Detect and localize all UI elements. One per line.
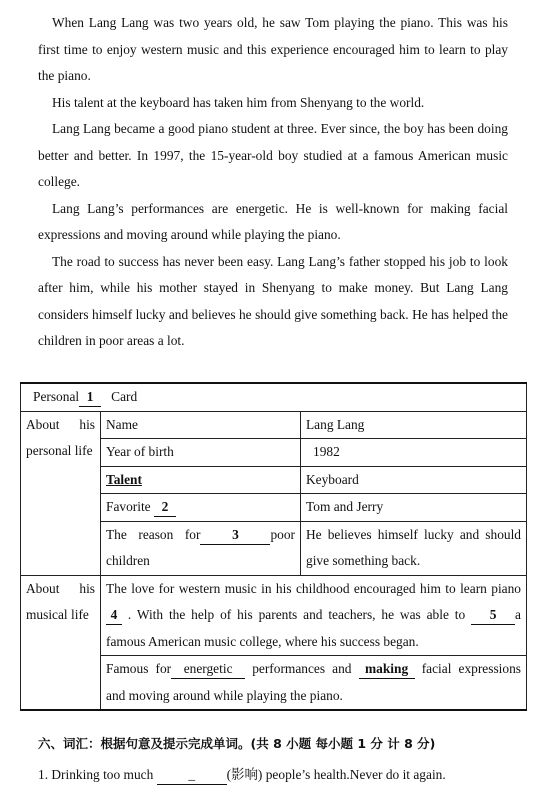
reason-label-prefix: The reason for	[106, 526, 201, 542]
musical-text-c: a famous American music college, where his success began.	[106, 607, 521, 649]
blank-2[interactable]: 2	[154, 498, 176, 517]
musical-text-b: . With the help of his parents and teachers, he was able to	[127, 607, 466, 622]
section-heading: 六、词汇：根据句意及提示完成单词。(共 8 小题 每小题 1 分 计 8 分)	[38, 736, 436, 751]
blank-1[interactable]: 1	[79, 388, 101, 407]
row-value-year: 1982	[301, 439, 527, 467]
card-title	[21, 383, 527, 411]
word-energetic: energetic	[171, 660, 245, 679]
reading-passage	[38, 10, 508, 355]
musical-life-line-2	[101, 656, 527, 711]
passage-paragraph: Lang Lang’s performances are energetic. He is well-known for making facial expressions and moving around while playing the piano.	[38, 200, 508, 242]
question-1	[38, 764, 446, 785]
reason-label-suffix: poor children	[106, 526, 295, 568]
musical2-text-b: performances and	[252, 661, 352, 676]
question-1-hint: (影响)	[226, 767, 263, 782]
word-making: making	[359, 660, 415, 679]
row-label-reason	[101, 521, 301, 575]
row-value-favorite: Tom and Jerry	[301, 494, 527, 522]
card-title-suffix: Card	[111, 389, 138, 404]
blank-4[interactable]: 4	[106, 606, 122, 625]
blank-3[interactable]: 3	[200, 526, 270, 545]
question-1-suffix: people’s health.Never do it again.	[265, 767, 446, 782]
row-label-favorite	[101, 494, 301, 522]
question-1-prefix: 1. Drinking too much	[38, 767, 154, 782]
section-personal-life: About his personal life	[21, 411, 101, 575]
row-label-name: Name	[101, 411, 301, 439]
row-value-reason: He believes himself lucky and should give something back.	[301, 521, 527, 575]
section-musical-life: About his musical life	[21, 575, 101, 710]
passage-paragraph: His talent at the keyboard has taken him from Shenyang to the world.	[52, 94, 425, 110]
row-value-name: Lang Lang	[301, 411, 527, 439]
musical2-text-c: facial expressions and moving around while playing the piano.	[106, 661, 521, 703]
musical-life-line-1	[101, 575, 527, 656]
musical-text-a: The love for western music in his childhood encouraged him to learn piano	[106, 580, 521, 596]
passage-paragraph: Lang Lang became a good piano student at three. Ever since, the boy has been doing better and better. In 1997, the 15-year-old boy studied at a famous American music college.	[38, 121, 508, 189]
row-value-talent: Keyboard	[301, 466, 527, 494]
blank-5[interactable]: 5	[471, 606, 515, 625]
row-label-talent: Talent	[101, 466, 301, 494]
passage-paragraph: The road to success has never been easy. Lang Lang’s father stopped his job to look after him, while his mother stayed in Shenyang to make money. But Lang Lang considers himself lucky and believes he should give something back. He has helped the children in poor areas a lot.	[38, 253, 508, 348]
passage-paragraph: When Lang Lang was two years old, he saw Tom playing the piano. This was his first time to enjoy western music and this experience encouraged him to learn to play the piano.	[38, 15, 508, 83]
question-1-blank[interactable]: _	[157, 766, 227, 785]
personal-card-table	[20, 382, 527, 711]
card-title-prefix: Personal	[33, 389, 80, 404]
favorite-label: Favorite	[106, 499, 151, 514]
musical2-text-a: Famous for	[106, 661, 172, 676]
row-label-year: Year of birth	[101, 439, 301, 467]
